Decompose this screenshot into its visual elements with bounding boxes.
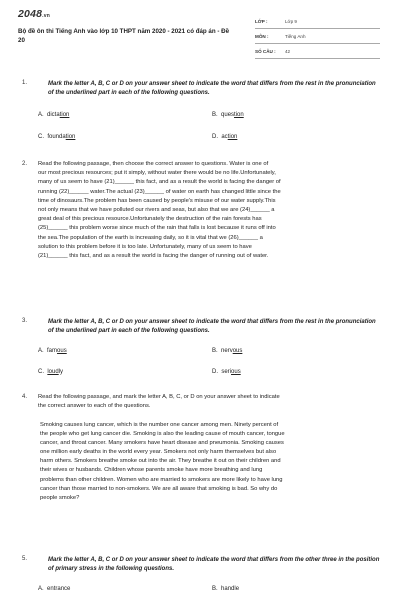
option-letter: C. <box>38 134 44 140</box>
passage-line: one million early deaths in the world every year. Smokers not only harm themselves but also <box>40 449 277 456</box>
option-text: seri <box>221 369 232 375</box>
question-instruction: Mark the letter A, B, C or D on your answer sheet to indicate the word that differs from the rest in the pronunciation of the underlined part in each of the following questions. <box>48 81 376 96</box>
question-number: 1. <box>22 80 28 86</box>
site-logo[interactable] <box>18 8 50 20</box>
passage-line: problems than other children. Women who are married to smokers are more likely to have lung <box>40 476 283 483</box>
meta-row-subject <box>255 29 380 44</box>
meta-label: LỚP : <box>255 18 268 24</box>
option-underlined: ous <box>232 348 243 354</box>
option-d[interactable] <box>212 134 237 140</box>
meta-label: SỐ CÂU : <box>255 48 276 54</box>
passage-line: harm others. Smokers breathe smoke out into the air. They breathe it out on their children and <box>40 458 281 465</box>
passage-line: running (22)______ water.The actual (23)______ of water on earth has changed little since the <box>38 188 281 195</box>
passage-line: not only means that we have polluted our rivers and seas, but also that we are (24)______ a <box>38 207 275 214</box>
passage-line: many of us seem to have (21)______ this fact, and as a result the world is facing the danger of <box>38 179 281 186</box>
option-c[interactable] <box>38 369 63 375</box>
question-intro <box>38 393 380 411</box>
option-letter: B. <box>212 586 218 592</box>
option-a[interactable] <box>38 112 69 118</box>
question-number: 5. <box>22 556 28 562</box>
option-letter: C. <box>38 369 44 375</box>
passage-line: people smoke? <box>40 494 80 501</box>
option-letter: A. <box>38 586 44 592</box>
question-number: 2. <box>22 161 28 167</box>
document-header <box>0 0 400 62</box>
option-a[interactable] <box>38 348 67 354</box>
reading-passage <box>40 421 378 503</box>
passage-line: solution to this problem before it is too late. Unfortunately, many of us seem to have <box>38 243 252 250</box>
question-instruction: Mark the letter A, B, C or D on your answer sheet to indicate the word that differs from the rest in the pronunciation of the underlined part in each of the following questions. <box>48 319 376 334</box>
passage-line: (21)______ this fact, and as a result the world is facing the danger of running out of water. <box>38 253 269 260</box>
option-letter: A. <box>38 348 44 354</box>
option-text: dicta <box>47 112 60 118</box>
passage-line: the sea.The population of the earth is increasing daily, so it is vital that we (26)______ a <box>38 234 263 241</box>
option-underlined: tion <box>227 134 238 140</box>
passage-line: cancer, and throat cancer. Many smokers have heart disease and pneumonia. Smoking causes <box>40 440 284 447</box>
option-underlined: tion <box>59 112 70 118</box>
logo-text: 2048 <box>18 8 43 20</box>
logo-suffix: .vn <box>42 13 50 19</box>
option-text: fam <box>47 348 58 354</box>
passage-line: Smoking causes lung cancer, which is the number one cancer among men. Ninety percent of <box>40 422 279 428</box>
intro-line: Read the following passage, and mark the letter A, B, C, or D on your answer sheet to indicate <box>38 394 280 400</box>
passage-line: the people who get lung cancer die. Smoking is also the leading cause of mouth cancer, tongue <box>40 431 285 438</box>
option-text: founda <box>47 134 66 140</box>
question-number: 4. <box>22 394 28 400</box>
option-text: entrance <box>47 586 71 592</box>
option-letter: B. <box>212 348 218 354</box>
option-text: ac <box>221 134 228 140</box>
option-d[interactable] <box>212 369 241 375</box>
option-underlined: tion <box>234 112 244 118</box>
option-underlined: ous <box>231 369 241 375</box>
passage-line: Read the following passage, then choose the correct answer to questions. Water is one of <box>38 161 269 167</box>
option-underlined: loud <box>47 369 59 375</box>
option-underlined: ous <box>57 348 67 354</box>
option-text: ly <box>58 369 64 375</box>
meta-value: Tiếng Anh <box>285 33 306 39</box>
option-text: nerv <box>221 348 233 354</box>
question-number: 3. <box>22 318 28 324</box>
option-letter: A. <box>38 112 44 118</box>
passage-line: (25)______ this problem worse since much of the rain that falls is lost because it runs off into <box>38 225 276 232</box>
meta-table <box>255 14 380 59</box>
option-letter: D. <box>212 134 218 140</box>
question-instruction: Mark the letter A, B, C or D on your answer sheet to indicate the word that differs from the other three in the position of primary stress in the following questions. <box>48 557 380 572</box>
option-letter: D. <box>212 369 218 375</box>
meta-label: MÔN : <box>255 33 269 39</box>
meta-value: Lớp 9 <box>285 18 297 24</box>
passage-line: great deal of this precious resource.Unfortunately the destruction of the rain forests has <box>38 216 262 223</box>
passage-line: our most precious resources; put it simply, without water there would be no life.Unfortunately, <box>38 170 276 177</box>
option-underlined: tion <box>65 134 76 140</box>
intro-line: the correct answer to each of the questions. <box>38 403 151 410</box>
option-letter: B. <box>212 112 218 118</box>
meta-row-class <box>255 14 380 29</box>
passage-line: time of dinosaurs.The problem has been caused by people's misuse of our water supply.This <box>38 197 276 204</box>
meta-value: 42 <box>285 48 291 54</box>
document-title: Bộ đề ôn thi Tiếng Anh vào lớp 10 THPT năm 2020 - 2021 có đáp án - Đề 20 <box>18 28 230 44</box>
option-b[interactable] <box>212 348 242 354</box>
meta-row-count <box>255 44 380 59</box>
option-b[interactable] <box>212 112 244 118</box>
passage-line: cancer than those married to non-smokers. We are all aware that smoking is bad. So why do <box>40 485 278 492</box>
option-c[interactable] <box>38 134 75 140</box>
question-passage <box>38 160 380 261</box>
option-b[interactable] <box>212 586 239 592</box>
option-text: ques <box>221 112 235 118</box>
option-text: handle <box>221 586 240 592</box>
option-a[interactable] <box>38 586 70 592</box>
passage-line: their wives or husbands. Children whose parents smoke have more breathing and lung <box>40 467 263 474</box>
